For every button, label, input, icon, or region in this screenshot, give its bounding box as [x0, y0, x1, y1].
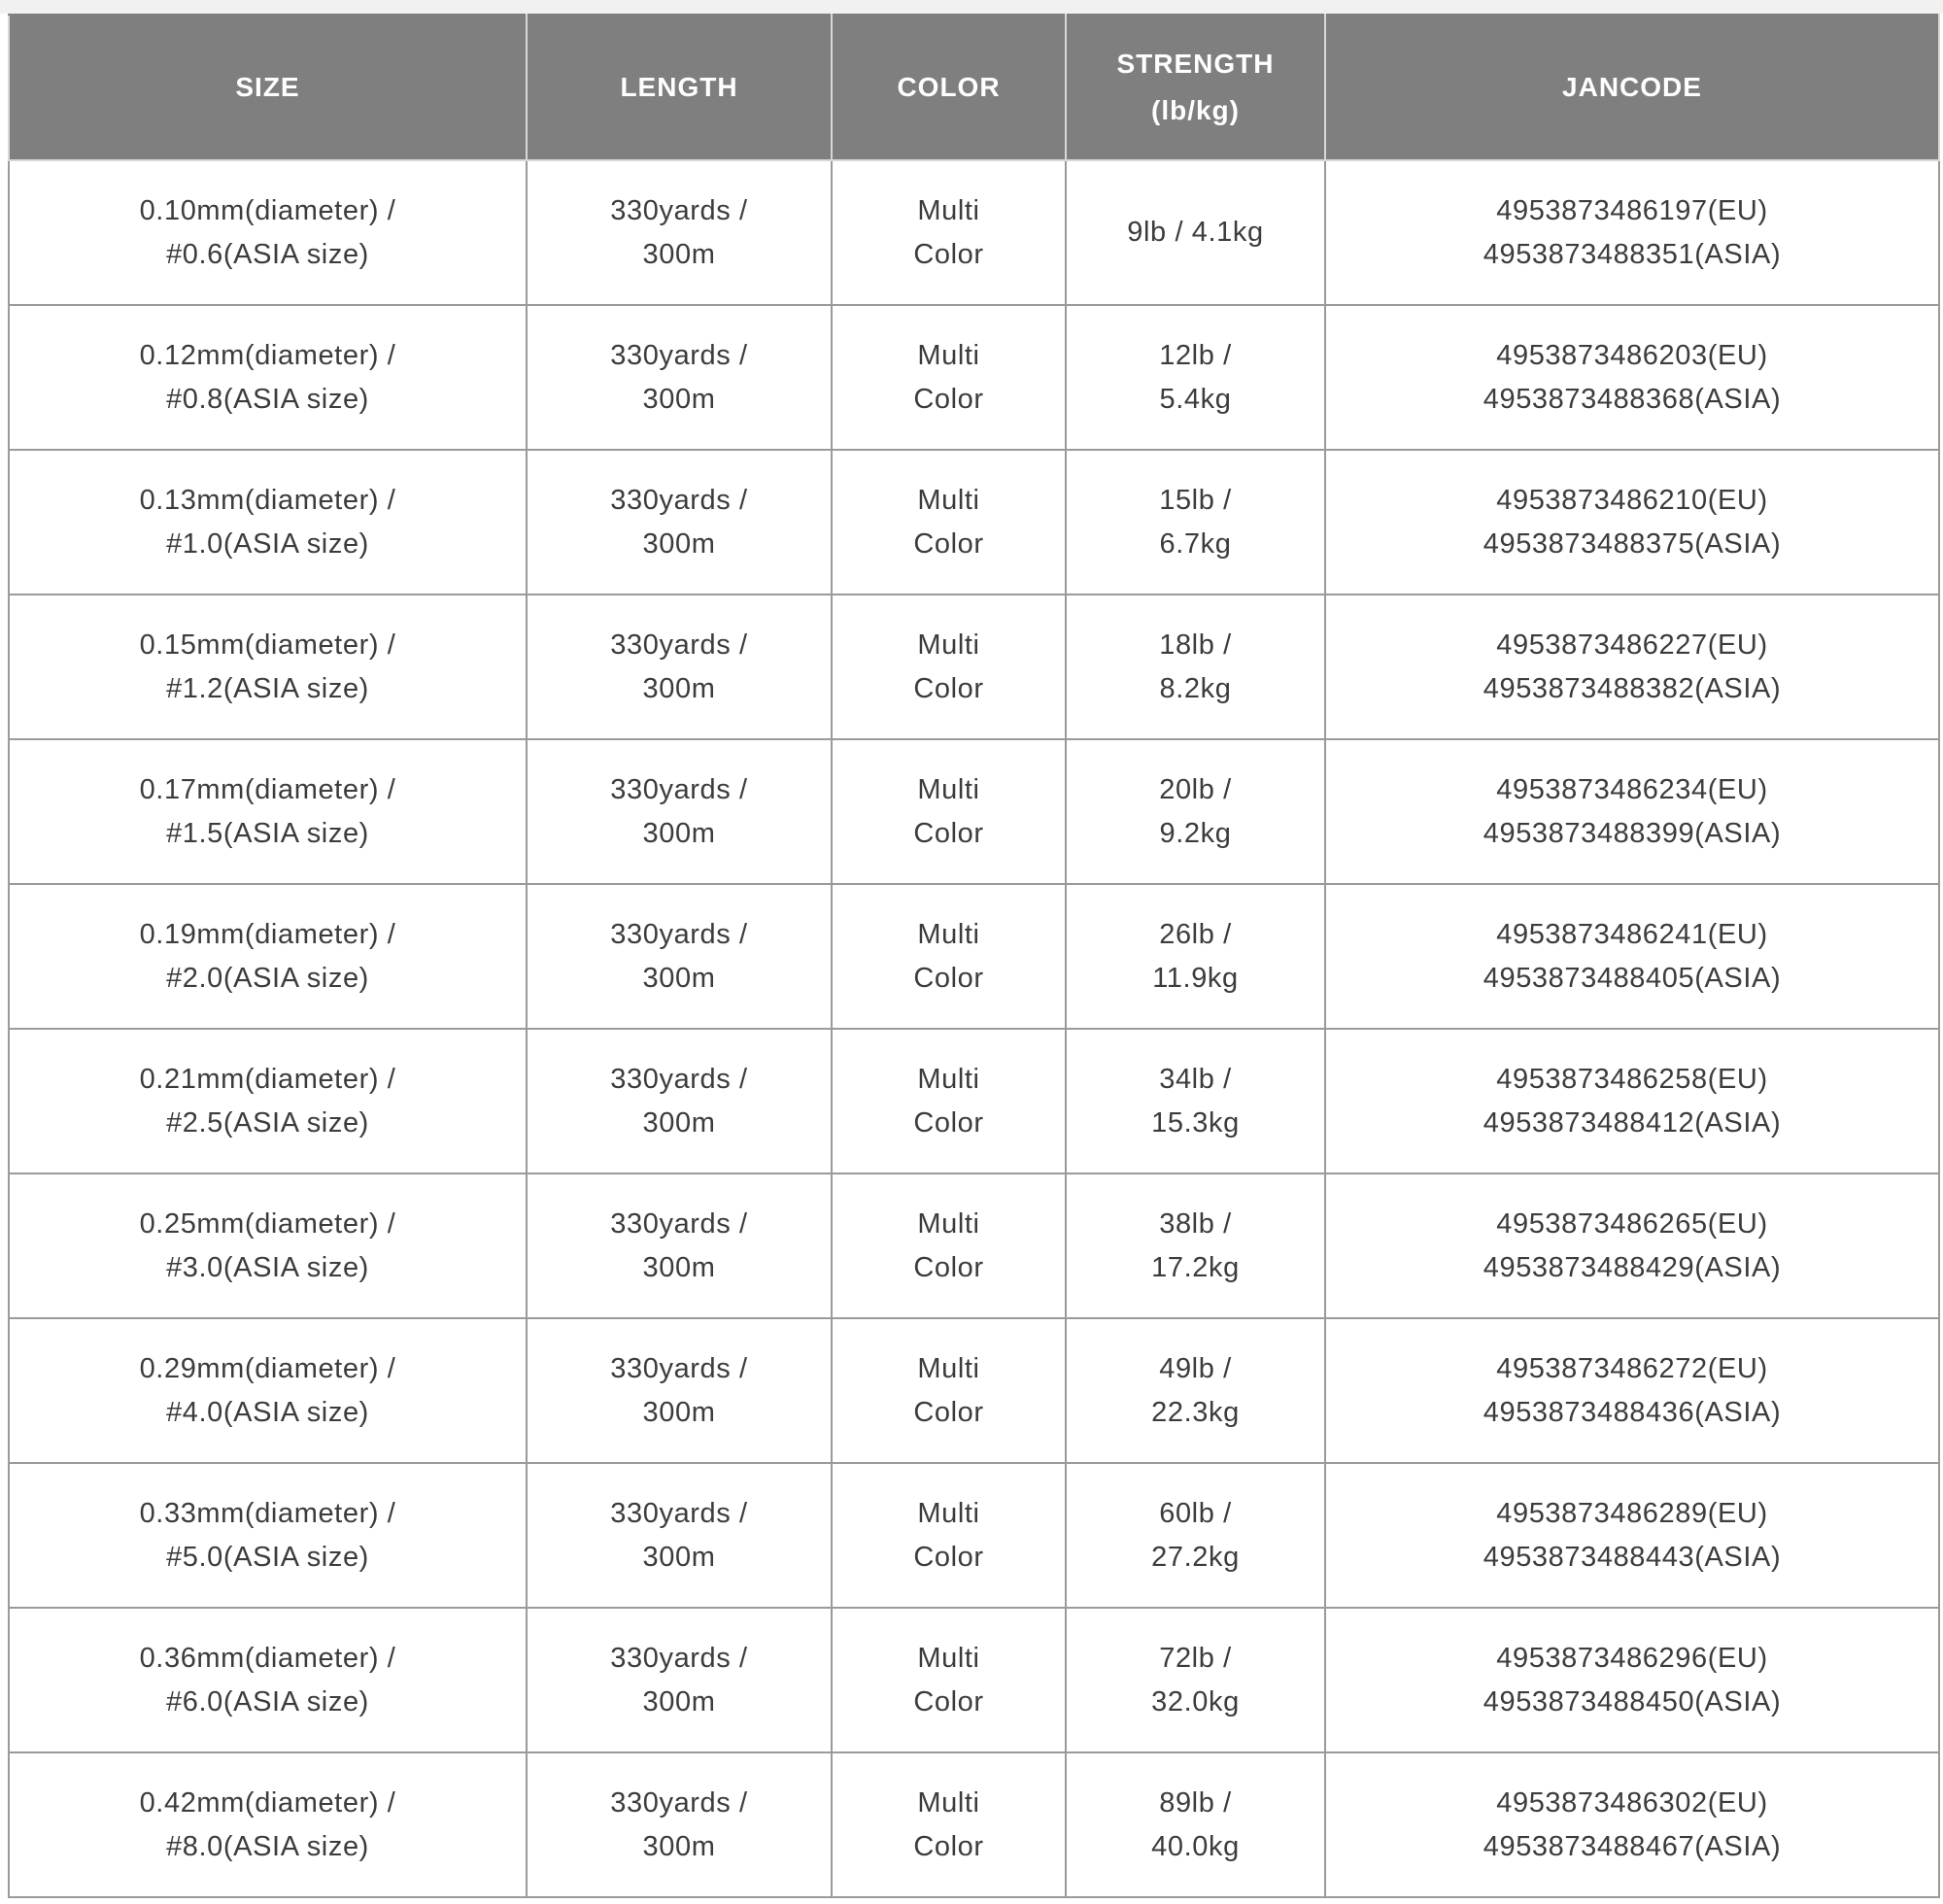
cell-size-line: 0.25mm(diameter) / [139, 1207, 396, 1240]
cell-color-line: Multi [917, 194, 980, 226]
cell-color [832, 1318, 1066, 1463]
cell-jancode [1325, 1173, 1939, 1318]
cell-color [832, 1752, 1066, 1897]
cell-strength [1066, 739, 1325, 884]
cell-strength-line: 8.2kg [1159, 672, 1232, 704]
cell-color-line: Multi [917, 1497, 980, 1529]
cell-jancode-line: 4953873488405(ASIA) [1483, 962, 1782, 994]
cell-jancode-line: 4953873486302(EU) [1496, 1786, 1768, 1819]
cell-color-line: Color [913, 383, 984, 415]
cell-jancode [1325, 1029, 1939, 1173]
cell-strength [1066, 160, 1325, 305]
header-strength [1066, 15, 1325, 160]
cell-size-line: 0.21mm(diameter) / [139, 1063, 396, 1095]
cell-size-line: 0.33mm(diameter) / [139, 1497, 396, 1529]
cell-jancode [1325, 739, 1939, 884]
table-header [9, 15, 1939, 160]
cell-length-line: 300m [642, 1251, 716, 1283]
cell-color [832, 1029, 1066, 1173]
cell-jancode [1325, 1318, 1939, 1463]
cell-size-line: #1.5(ASIA size) [166, 817, 369, 849]
cell-size-line: #8.0(ASIA size) [166, 1830, 369, 1862]
cell-size [9, 595, 527, 739]
header-jancode: JANCODE [1325, 15, 1939, 160]
cell-jancode-line: 4953873488450(ASIA) [1483, 1685, 1782, 1717]
cell-jancode [1325, 595, 1939, 739]
cell-size-line: #2.0(ASIA size) [166, 962, 369, 994]
cell-jancode-line: 4953873488399(ASIA) [1483, 817, 1782, 849]
cell-jancode-line: 4953873486227(EU) [1496, 629, 1768, 661]
cell-size-line: 0.17mm(diameter) / [139, 773, 396, 805]
cell-jancode-line: 4953873488375(ASIA) [1483, 527, 1782, 560]
cell-strength [1066, 1318, 1325, 1463]
cell-length-line: 330yards / [610, 1497, 748, 1529]
cell-jancode [1325, 1608, 1939, 1752]
cell-jancode-line: 4953873488429(ASIA) [1483, 1251, 1782, 1283]
cell-size [9, 1608, 527, 1752]
cell-jancode [1325, 1752, 1939, 1897]
cell-length-line: 330yards / [610, 1063, 748, 1095]
table-row [9, 305, 1939, 450]
cell-color-line: Color [913, 527, 984, 560]
cell-length-line: 330yards / [610, 194, 748, 226]
cell-color-line: Multi [917, 484, 980, 516]
cell-strength [1066, 450, 1325, 595]
cell-size-line: 0.10mm(diameter) / [139, 194, 396, 226]
cell-color [832, 595, 1066, 739]
cell-color [832, 1463, 1066, 1608]
cell-size-line: 0.29mm(diameter) / [139, 1352, 396, 1384]
cell-color-line: Multi [917, 918, 980, 950]
cell-length-line: 300m [642, 672, 716, 704]
cell-jancode-line: 4953873488351(ASIA) [1483, 238, 1782, 270]
cell-jancode-line: 4953873486210(EU) [1496, 484, 1768, 516]
cell-jancode-line: 4953873488467(ASIA) [1483, 1830, 1782, 1862]
table-row [9, 1029, 1939, 1173]
cell-color-line: Multi [917, 1786, 980, 1819]
cell-strength-line: 27.2kg [1151, 1541, 1240, 1573]
cell-strength-line: 49lb / [1159, 1352, 1232, 1384]
table-row [9, 1463, 1939, 1608]
cell-size-line: 0.19mm(diameter) / [139, 918, 396, 950]
cell-length [527, 595, 832, 739]
cell-size [9, 450, 527, 595]
cell-length-line: 330yards / [610, 1352, 748, 1384]
table-row [9, 1318, 1939, 1463]
cell-length-line: 330yards / [610, 629, 748, 661]
cell-length-line: 330yards / [610, 339, 748, 371]
cell-size [9, 884, 527, 1029]
cell-color-line: Color [913, 1830, 984, 1862]
cell-jancode-line: 4953873486289(EU) [1496, 1497, 1768, 1529]
cell-jancode [1325, 884, 1939, 1029]
cell-length [527, 1173, 832, 1318]
cell-color-line: Color [913, 1251, 984, 1283]
cell-length [527, 1752, 832, 1897]
cell-jancode-line: 4953873486265(EU) [1496, 1207, 1768, 1240]
cell-strength-line: 38lb / [1159, 1207, 1232, 1240]
cell-length [527, 160, 832, 305]
cell-jancode-line: 4953873486197(EU) [1496, 194, 1768, 226]
cell-jancode-line: 4953873488412(ASIA) [1483, 1106, 1782, 1139]
cell-strength-line: 22.3kg [1151, 1396, 1240, 1428]
cell-color-line: Color [913, 1541, 984, 1573]
cell-strength-line: 17.2kg [1151, 1251, 1240, 1283]
spec-table [8, 14, 1940, 1898]
cell-length [527, 1608, 832, 1752]
cell-color-line: Multi [917, 339, 980, 371]
cell-jancode-line: 4953873486234(EU) [1496, 773, 1768, 805]
cell-length-line: 300m [642, 817, 716, 849]
cell-size [9, 739, 527, 884]
cell-length-line: 300m [642, 383, 716, 415]
cell-size-line: #2.5(ASIA size) [166, 1106, 369, 1139]
cell-strength [1066, 1752, 1325, 1897]
cell-strength-line: 40.0kg [1151, 1830, 1240, 1862]
cell-color-line: Color [913, 962, 984, 994]
cell-strength-line: 32.0kg [1151, 1685, 1240, 1717]
cell-jancode [1325, 450, 1939, 595]
cell-color-line: Multi [917, 1642, 980, 1674]
cell-jancode-line: 4953873486272(EU) [1496, 1352, 1768, 1384]
cell-strength [1066, 884, 1325, 1029]
cell-size-line: #1.0(ASIA size) [166, 527, 369, 560]
cell-strength-line: 5.4kg [1159, 383, 1232, 415]
cell-size-line: 0.13mm(diameter) / [139, 484, 396, 516]
cell-length-line: 300m [642, 962, 716, 994]
cell-size-line: #4.0(ASIA size) [166, 1396, 369, 1428]
cell-size [9, 1029, 527, 1173]
cell-color-line: Color [913, 1106, 984, 1139]
cell-size-line: 0.42mm(diameter) / [139, 1786, 396, 1819]
header-size: SIZE [9, 15, 527, 160]
cell-size [9, 1318, 527, 1463]
table-row [9, 160, 1939, 305]
table-row [9, 884, 1939, 1029]
cell-length [527, 739, 832, 884]
cell-length-line: 330yards / [610, 918, 748, 950]
cell-strength-line: 20lb / [1159, 773, 1232, 805]
cell-color-line: Multi [917, 773, 980, 805]
header-length: LENGTH [527, 15, 832, 160]
cell-strength-line: 18lb / [1159, 629, 1232, 661]
cell-color-line: Color [913, 1685, 984, 1717]
cell-size [9, 1463, 527, 1608]
cell-strength-line: 11.9kg [1152, 962, 1239, 994]
cell-strength [1066, 1173, 1325, 1318]
cell-color-line: Color [913, 672, 984, 704]
cell-length-line: 300m [642, 1541, 716, 1573]
cell-size-line: #0.8(ASIA size) [166, 383, 369, 415]
cell-strength-line: 12lb / [1159, 339, 1232, 371]
cell-size-line: 0.15mm(diameter) / [139, 629, 396, 661]
cell-size [9, 1752, 527, 1897]
cell-length-line: 330yards / [610, 1642, 748, 1674]
cell-jancode-line: 4953873488443(ASIA) [1483, 1541, 1782, 1573]
header-strength-unit: (lb/kg) [1151, 95, 1240, 125]
cell-strength [1066, 1608, 1325, 1752]
cell-color-line: Multi [917, 1063, 980, 1095]
cell-length [527, 450, 832, 595]
cell-jancode-line: 4953873486258(EU) [1496, 1063, 1768, 1095]
cell-color [832, 1608, 1066, 1752]
cell-strength [1066, 305, 1325, 450]
cell-color-line: Multi [917, 629, 980, 661]
cell-strength-line: 9lb / 4.1kg [1127, 217, 1264, 248]
cell-color-line: Color [913, 817, 984, 849]
cell-color [832, 739, 1066, 884]
cell-length [527, 884, 832, 1029]
table-row [9, 739, 1939, 884]
cell-jancode-line: 4953873486241(EU) [1496, 918, 1768, 950]
cell-strength-line: 60lb / [1159, 1497, 1232, 1529]
cell-color [832, 160, 1066, 305]
cell-jancode-line: 4953873488382(ASIA) [1483, 672, 1782, 704]
cell-length-line: 330yards / [610, 484, 748, 516]
cell-strength-line: 9.2kg [1159, 817, 1232, 849]
header-row [9, 15, 1939, 160]
cell-jancode-line: 4953873488436(ASIA) [1483, 1396, 1782, 1428]
table-row [9, 1173, 1939, 1318]
cell-size [9, 1173, 527, 1318]
cell-length-line: 300m [642, 1106, 716, 1139]
cell-size-line: 0.12mm(diameter) / [139, 339, 396, 371]
cell-size-line: #0.6(ASIA size) [166, 238, 369, 270]
cell-jancode [1325, 160, 1939, 305]
cell-strength-line: 26lb / [1159, 918, 1232, 950]
cell-jancode-line: 4953873486296(EU) [1496, 1642, 1768, 1674]
cell-jancode-line: 4953873486203(EU) [1496, 339, 1768, 371]
cell-size-line: #6.0(ASIA size) [166, 1685, 369, 1717]
cell-strength [1066, 1029, 1325, 1173]
cell-strength-line: 72lb / [1159, 1642, 1232, 1674]
cell-color [832, 450, 1066, 595]
cell-strength-line: 15lb / [1159, 484, 1232, 516]
cell-size [9, 305, 527, 450]
cell-strength-line: 6.7kg [1159, 527, 1232, 560]
cell-color-line: Color [913, 1396, 984, 1428]
cell-jancode [1325, 305, 1939, 450]
cell-color [832, 884, 1066, 1029]
page-top-strip [0, 0, 1943, 14]
table-row [9, 1608, 1939, 1752]
cell-length-line: 300m [642, 1830, 716, 1862]
cell-strength-line: 15.3kg [1151, 1106, 1240, 1139]
cell-strength [1066, 1463, 1325, 1608]
cell-length-line: 300m [642, 238, 716, 270]
cell-strength [1066, 595, 1325, 739]
cell-length-line: 330yards / [610, 1786, 748, 1819]
table-row [9, 1752, 1939, 1897]
cell-length [527, 305, 832, 450]
cell-length [527, 1318, 832, 1463]
cell-size-line: 0.36mm(diameter) / [139, 1642, 396, 1674]
cell-color-line: Color [913, 238, 984, 270]
cell-color-line: Multi [917, 1207, 980, 1240]
cell-strength-line: 34lb / [1159, 1063, 1232, 1095]
cell-size-line: #5.0(ASIA size) [166, 1541, 369, 1573]
table-body [9, 160, 1939, 1897]
cell-length [527, 1463, 832, 1608]
cell-size [9, 160, 527, 305]
cell-color-line: Multi [917, 1352, 980, 1384]
header-color: COLOR [832, 15, 1066, 160]
cell-length-line: 300m [642, 1685, 716, 1717]
cell-color [832, 305, 1066, 450]
cell-length-line: 330yards / [610, 773, 748, 805]
cell-length-line: 300m [642, 527, 716, 560]
cell-length [527, 1029, 832, 1173]
header-strength-title: STRENGTH [1116, 49, 1275, 79]
cell-jancode-line: 4953873488368(ASIA) [1483, 383, 1782, 415]
cell-size-line: #3.0(ASIA size) [166, 1251, 369, 1283]
cell-length-line: 330yards / [610, 1207, 748, 1240]
cell-jancode [1325, 1463, 1939, 1608]
table-row [9, 450, 1939, 595]
table-row [9, 595, 1939, 739]
cell-strength-line: 89lb / [1159, 1786, 1232, 1819]
cell-color [832, 1173, 1066, 1318]
cell-size-line: #1.2(ASIA size) [166, 672, 369, 704]
cell-length-line: 300m [642, 1396, 716, 1428]
